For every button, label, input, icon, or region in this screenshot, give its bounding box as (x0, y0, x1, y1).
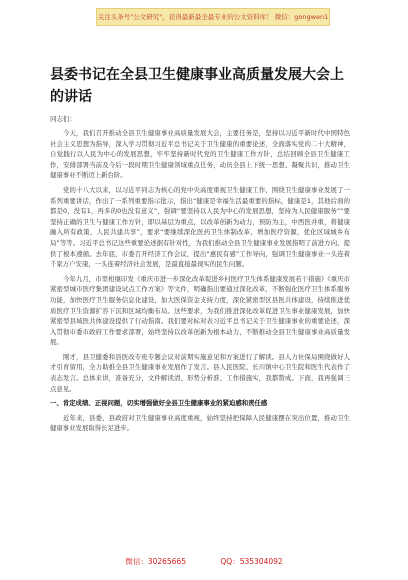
promo-banner: 关注头条号"公文研究"，获得最新最全最专业的公文资料库！ 微信：gongwen1 (96, 8, 330, 26)
salutation: 同志们： (50, 115, 76, 123)
body-paragraph: 近年来，县委、县政府对卫生健康事业高度重视，始终坚持把保障人民健康摆在突出位置，推动卫生健康事业发展取得长足进步。 (50, 413, 350, 433)
body-paragraph: 党的十八大以来，以习近平同志为核心的党中央高度重视卫生健康工作，围绕卫生健康事业发展了一系列重要讲话，作出了一系列重要指示批示，指出“健康是幸福生活最重要的指标，健康是1，其他后面的都是0，没有1，再多的0也没有意义”，强调“要坚持以人民为中心的发展思想，坚持为人民健康服务”“要坚持正确的卫生与健康工作方针，即以基层为重点，以改革创新为动力，预防为主，中西医并重，将健康融入所有政策，人民共建共享”，要求“要继续深化医药卫生体制改革，增加医疗资源，优化区域城乡布局”等等。习近平总书记这些重要论述据有针对性，为我们推动全县卫生健康事业发展指明了前进方向、提供了根本遵循。去年底，市委召开经济工作会议，提出“惠民有感”工作导向，强调卫生健康事业一头连着千家万户安康，一头连着经济社会发展，是最直接最现实的民生问题。 (50, 185, 350, 269)
section-heading: 一、肯定成绩、正视问题，切实增强做好全县卫生健康事业的紧迫感和责任感 (50, 399, 268, 408)
footer-qq: QQ：535304092 (220, 557, 283, 566)
document-body (50, 128, 350, 438)
body-paragraph: 刚才，县卫健委和县医改专班专题会议对前期实施意见和方案进行了解读。县人力社保局围绕做好人才引育留用，全力助推全县卫生健康事业发展作了发言。县人民医院、长川镇中心卫生院和医生代表作了表态发言。总体来讲，准备充分，文件解读清、形势分析准、工作措施实，我都赞成。下面，我再强调三点意见。 (50, 352, 350, 393)
footer-wechat: 微信：30265665 (125, 557, 187, 566)
document-title: 县委书记在全县卫生健康事业高质量发展大会上的讲话 (50, 67, 344, 105)
body-paragraph: 今年九月，市里相继印发《重庆市进一步深化改革促进乡村医疗卫生体系健康发展若干措施》《重庆市紧密型城市医疗集团建设试点工作方案》等文件，明确指出要通过深化改革，不断强化医疗卫生体系服务功能，加快医疗卫生服务信息化建设，加大医保资金支持力度，深化紧密型区县医共体建设，持续推进优质医疗卫生资源扩容下沉和区域均衡布局。这些要求，为我们推进深化改革促进卫生事业健康发展，加快紧密型县域医共体建设提供了行动指南。我们要对标对表习近平总书记关于卫生健康事业的重要论述，深入贯彻市委市政府工作要求部署，始终坚持以改革创新为根本动力，不断推动全县卫生健康事业高质量发展。 (50, 274, 350, 347)
contact-footer (0, 556, 408, 570)
body-paragraph: 今天，我们召开推动全县卫生健康事业高质量发展大会，主要任务是，坚持以习近平新时代中国特色社会主义思想为指导，深入学习贯彻习近平总书记关于卫生健康的重要论述，全面落实党的二十大精神，自觉践行以人民为中心的发展思想，牢牢坚持新时代党的卫生健康工作方针，总结回顾全县卫生健康工作，安排部署当前及今后一段时期卫生健康领域重点任务，动员全县上下统一思想、凝聚共识，推动卫生健康事业不断迈上新台阶。 (50, 129, 350, 180)
